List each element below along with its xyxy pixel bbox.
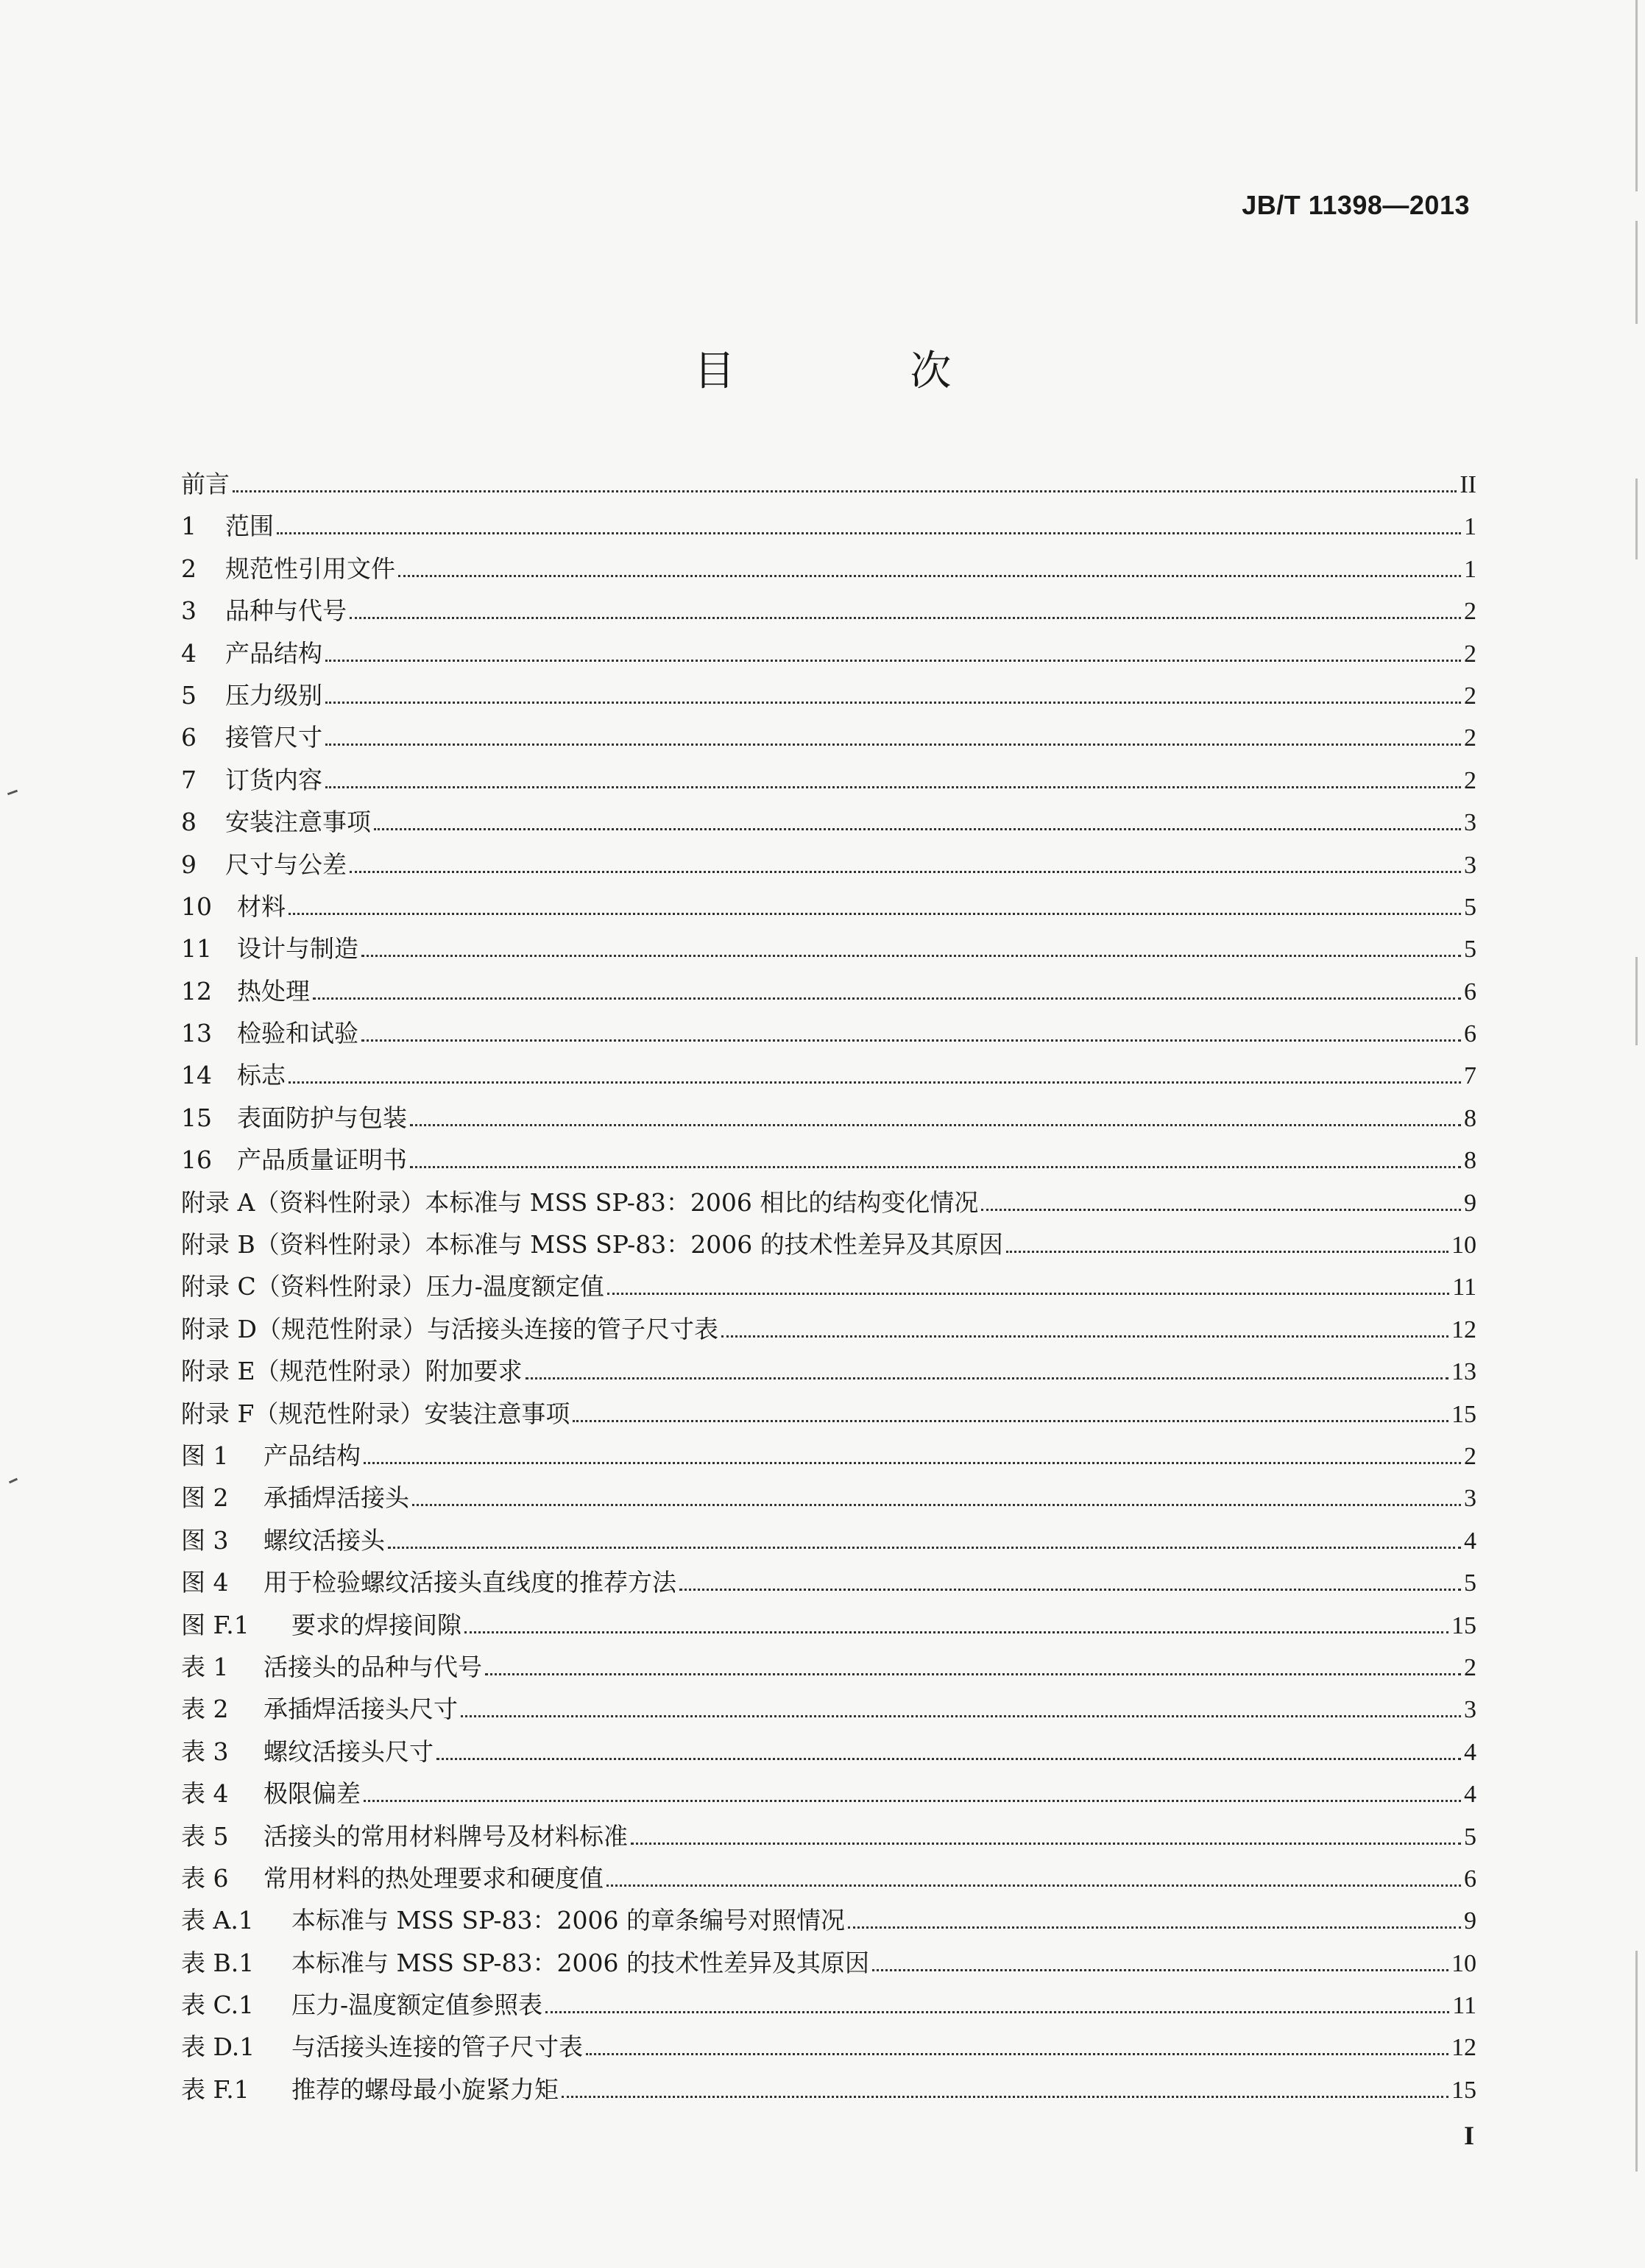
toc-leader-dots xyxy=(325,727,1461,746)
toc-entry[interactable] xyxy=(181,1226,1476,1268)
toc-entry-number: 9 xyxy=(181,849,197,879)
toc-entry-page: 2 xyxy=(1464,724,1476,752)
toc-entry-page: 5 xyxy=(1464,893,1476,921)
standard-code: JB/T 11398—2013 xyxy=(1242,190,1470,220)
toc-leader-dots xyxy=(461,1698,1461,1718)
toc-leader-dots xyxy=(325,769,1461,788)
toc-leader-dots xyxy=(374,810,1461,830)
toc-entry-label: 用于检验螺纹活接头直线度的推荐方法 xyxy=(263,1568,676,1597)
toc-entry-number: 16 xyxy=(181,1145,212,1175)
toc-entry-number: 7 xyxy=(181,765,197,794)
toc-entry[interactable] xyxy=(181,592,1476,634)
toc-leader-dots xyxy=(631,1825,1461,1845)
toc-entry-page: 8 xyxy=(1464,1147,1476,1175)
toc-entry-page: 10 xyxy=(1451,1232,1476,1260)
toc-entry[interactable] xyxy=(181,846,1476,888)
toc-entry-number: 表 6 xyxy=(181,1863,229,1893)
toc-entry-page: 5 xyxy=(1464,1823,1476,1851)
toc-entry-page: 15 xyxy=(1451,2076,1476,2104)
toc-entry-label: 与活接头连接的管子尺寸表 xyxy=(291,2032,583,2062)
page-title: 目 次 xyxy=(693,347,1033,395)
toc-entry-label: 本标准与 MSS SP-83：2006 的章条编号对照情况 xyxy=(291,1906,846,1935)
toc-entry[interactable] xyxy=(181,1310,1476,1352)
toc-leader-dots xyxy=(485,1656,1461,1675)
toc-leader-dots xyxy=(412,1487,1461,1507)
toc-entry[interactable] xyxy=(181,1690,1476,1732)
toc-entry-page: 3 xyxy=(1464,809,1476,837)
toc-leader-dots xyxy=(410,1149,1461,1169)
toc-entry-label: 螺纹活接头 xyxy=(263,1525,385,1555)
toc-entry[interactable] xyxy=(181,1817,1476,1859)
toc-entry-page: 10 xyxy=(1451,1949,1476,1977)
toc-entry-number: 图 2 xyxy=(181,1483,229,1513)
toc-entry[interactable] xyxy=(181,1141,1476,1183)
page-number: I xyxy=(1463,2121,1474,2150)
toc-leader-dots xyxy=(526,1360,1448,1379)
toc-entry-label: 前言 xyxy=(181,470,230,498)
toc-entry-label: 附录 C（资料性附录）压力-温度额定值 xyxy=(181,1272,604,1301)
toc-entry-number: 4 xyxy=(181,638,197,668)
toc-entry-page: 9 xyxy=(1464,1189,1476,1217)
toc-entry-label: 活接头的常用材料牌号及材料标准 xyxy=(263,1821,628,1851)
toc-entry-page: 1 xyxy=(1464,513,1476,541)
toc-entry-page: 2 xyxy=(1464,766,1476,794)
toc-entry-page: 11 xyxy=(1452,1992,1476,2020)
toc-entry-number: 表 3 xyxy=(181,1737,229,1766)
toc-entry[interactable] xyxy=(181,1733,1476,1775)
toc-leader-dots xyxy=(606,1867,1461,1887)
toc-entry[interactable] xyxy=(181,635,1476,676)
toc-entry[interactable] xyxy=(181,676,1476,718)
toc-entry-label: 范围 xyxy=(225,512,274,541)
toc-entry-label: 螺纹活接头尺寸 xyxy=(263,1737,434,1766)
toc-entry[interactable] xyxy=(181,550,1476,592)
toc-entry[interactable] xyxy=(181,1099,1476,1141)
toc-leader-dots xyxy=(679,1571,1461,1591)
toc-entry-page: 1 xyxy=(1464,555,1476,583)
toc-entry-label: 订货内容 xyxy=(225,765,322,794)
toc-entry-label: 检验和试验 xyxy=(237,1019,358,1048)
toc-entry-label: 设计与制造 xyxy=(237,934,358,964)
toc-entry-page: 2 xyxy=(1464,1442,1476,1470)
toc-entry[interactable] xyxy=(181,761,1476,803)
toc-entry-number: 14 xyxy=(181,1061,212,1090)
toc-leader-dots xyxy=(313,980,1461,1000)
toc-entry-number: 2 xyxy=(181,554,197,583)
toc-entry[interactable] xyxy=(181,1901,1476,1943)
toc-entry-number: 表 C.1 xyxy=(181,1990,255,2020)
toc-entry-label: 附录 B（资料性附录）本标准与 MSS SP-83：2006 的技术性差异及其原因 xyxy=(181,1230,1003,1260)
toc-leader-dots xyxy=(562,2078,1448,2098)
toc-entry-number: 1 xyxy=(181,512,197,541)
toc-entry-label: 承插焊活接头 xyxy=(263,1483,409,1513)
toc-entry[interactable] xyxy=(181,888,1476,930)
toc-entry[interactable] xyxy=(181,972,1476,1014)
toc-leader-dots xyxy=(361,1022,1461,1042)
toc-entry-label: 压力级别 xyxy=(225,680,322,710)
toc-entry[interactable] xyxy=(181,1564,1476,1605)
toc-entry[interactable] xyxy=(181,465,1476,507)
toc-leader-dots xyxy=(721,1318,1448,1338)
toc-entry-label: 产品结构 xyxy=(263,1441,361,1470)
toc-entry-page: 9 xyxy=(1464,1907,1476,1935)
toc-leader-dots xyxy=(436,1740,1461,1760)
toc-entry-label: 接管尺寸 xyxy=(225,723,322,752)
toc-entry-page: 4 xyxy=(1464,1527,1476,1555)
toc-leader-dots xyxy=(350,853,1461,873)
toc-entry-number: 图 F.1 xyxy=(181,1610,250,1639)
page-edge xyxy=(1635,478,1638,559)
toc-entry[interactable] xyxy=(181,1014,1476,1056)
toc-entry-number: 表 2 xyxy=(181,1695,229,1724)
toc-entry-page: 12 xyxy=(1451,1315,1476,1343)
toc-entry-label: 产品质量证明书 xyxy=(237,1145,407,1175)
toc-entry[interactable] xyxy=(181,2071,1476,2113)
toc-entry-number: 6 xyxy=(181,723,197,752)
toc-entry[interactable] xyxy=(181,1352,1476,1394)
toc-entry-page: 7 xyxy=(1464,1062,1476,1090)
toc-leader-dots xyxy=(325,684,1461,704)
toc-entry-label: 材料 xyxy=(237,891,286,921)
toc-entry-label: 安装注意事项 xyxy=(225,808,371,837)
toc-entry-label: 表面防护与包装 xyxy=(237,1103,407,1132)
toc-entry-label: 推荐的螺母最小旋紧力矩 xyxy=(291,2074,559,2104)
toc-entry-page: 3 xyxy=(1464,1696,1476,1724)
toc-entry-number: 8 xyxy=(181,808,197,837)
toc-entry-page: 5 xyxy=(1464,936,1476,964)
toc-entry-page: 15 xyxy=(1451,1611,1476,1639)
toc-entry[interactable] xyxy=(181,1522,1476,1564)
toc-entry[interactable] xyxy=(181,1395,1476,1437)
toc-entry-page: II xyxy=(1460,471,1476,498)
toc-leader-dots xyxy=(350,599,1461,619)
toc-leader-dots xyxy=(233,473,1457,492)
toc-entry-label: 压力-温度额定值参照表 xyxy=(291,1990,543,2020)
toc-entry[interactable] xyxy=(181,930,1476,972)
toc-leader-dots xyxy=(388,1529,1461,1549)
toc-entry[interactable] xyxy=(181,1648,1476,1690)
toc-entry-number: 表 4 xyxy=(181,1779,229,1809)
toc-entry-page: 2 xyxy=(1464,640,1476,668)
toc-entry-label: 常用材料的热处理要求和硬度值 xyxy=(263,1863,604,1893)
toc-entry-page: 15 xyxy=(1451,1400,1476,1428)
toc-entry-label: 活接头的品种与代号 xyxy=(263,1652,482,1681)
toc-leader-dots xyxy=(398,557,1461,577)
toc-entry-number: 表 B.1 xyxy=(181,1948,255,1977)
toc-entry-label: 附录 D（规范性附录）与活接头连接的管子尺寸表 xyxy=(181,1314,718,1343)
toc-entry-number: 3 xyxy=(181,596,197,626)
toc-entry-label: 附录 E（规范性附录）附加要求 xyxy=(181,1357,523,1386)
toc-entry-page: 2 xyxy=(1464,1653,1476,1681)
toc-entry-page: 3 xyxy=(1464,1485,1476,1513)
toc-entry-page: 11 xyxy=(1452,1273,1476,1301)
toc-entry[interactable] xyxy=(181,1775,1476,1817)
toc-entry-page: 2 xyxy=(1464,682,1476,710)
toc-entry[interactable] xyxy=(181,1437,1476,1479)
toc-leader-dots xyxy=(361,938,1461,958)
toc-entry[interactable] xyxy=(181,1479,1476,1521)
toc-leader-dots xyxy=(277,515,1461,535)
toc-entry-label: 标志 xyxy=(237,1061,286,1090)
toc-entry-number: 15 xyxy=(181,1103,212,1132)
toc-entry[interactable] xyxy=(181,1056,1476,1098)
toc-entry-page: 13 xyxy=(1451,1358,1476,1386)
toc-entry-page: 2 xyxy=(1464,598,1476,626)
toc-entry[interactable] xyxy=(181,803,1476,845)
toc-entry-page: 6 xyxy=(1464,1865,1476,1893)
toc-leader-dots xyxy=(289,895,1461,915)
toc-leader-dots xyxy=(1006,1233,1448,1253)
toc-entry-label: 要求的焊接间隙 xyxy=(291,1610,461,1639)
toc-entry-number: 表 D.1 xyxy=(181,2032,255,2062)
toc-entry-page: 5 xyxy=(1464,1569,1476,1597)
toc-leader-dots xyxy=(410,1106,1461,1126)
toc-entry-label: 规范性引用文件 xyxy=(225,554,395,583)
toc-entry-label: 承插焊活接头尺寸 xyxy=(263,1695,458,1724)
toc-leader-dots xyxy=(586,2036,1448,2056)
toc-entry-number: 表 A.1 xyxy=(181,1906,254,1935)
toc-entry[interactable] xyxy=(181,718,1476,760)
toc-entry[interactable] xyxy=(181,2028,1476,2070)
toc-entry-number: 10 xyxy=(181,891,212,921)
toc-entry[interactable] xyxy=(181,1268,1476,1310)
toc-entry-number: 图 1 xyxy=(181,1441,229,1470)
toc-entry-label: 附录 F（规范性附录）安装注意事项 xyxy=(181,1399,570,1428)
toc-entry-label: 产品结构 xyxy=(225,638,322,668)
toc-leader-dots xyxy=(325,642,1461,662)
toc-entry-label: 尺寸与公差 xyxy=(225,849,347,879)
toc-entry-number: 11 xyxy=(181,934,212,964)
toc-entry[interactable] xyxy=(181,1859,1476,1901)
toc-entry-page: 12 xyxy=(1451,2034,1476,2062)
toc-leader-dots xyxy=(872,1951,1448,1971)
toc-entry-page: 4 xyxy=(1464,1781,1476,1809)
toc-entry[interactable] xyxy=(181,1944,1476,1986)
toc-entry-label: 品种与代号 xyxy=(225,596,347,626)
toc-entry-number: 12 xyxy=(181,976,212,1006)
page-edge xyxy=(1635,1951,1638,2172)
toc-leader-dots xyxy=(573,1402,1448,1422)
page-edge xyxy=(1635,0,1638,191)
toc-entry-label: 附录 A（资料性附录）本标准与 MSS SP-83：2006 相比的结构变化情况 xyxy=(181,1187,979,1217)
table-of-contents xyxy=(181,465,1476,2113)
toc-entry[interactable] xyxy=(181,1184,1476,1226)
toc-entry[interactable] xyxy=(181,507,1476,549)
toc-entry-page: 3 xyxy=(1464,851,1476,879)
toc-entry-number: 表 F.1 xyxy=(181,2074,250,2104)
toc-entry-number: 表 1 xyxy=(181,1652,229,1681)
toc-leader-dots xyxy=(364,1444,1461,1464)
toc-entry-page: 6 xyxy=(1464,978,1476,1006)
toc-leader-dots xyxy=(464,1614,1448,1633)
toc-entry-label: 热处理 xyxy=(237,976,310,1006)
toc-leader-dots xyxy=(981,1191,1461,1211)
toc-leader-dots xyxy=(848,1910,1461,1929)
toc-leader-dots xyxy=(364,1782,1461,1802)
toc-entry-label: 极限偏差 xyxy=(263,1779,361,1809)
scan-mark xyxy=(9,1478,18,1484)
toc-entry-number: 表 5 xyxy=(181,1821,229,1851)
toc-leader-dots xyxy=(607,1276,1449,1296)
toc-leader-dots xyxy=(545,1993,1449,2013)
page-edge xyxy=(1635,957,1638,1045)
toc-entry-page: 8 xyxy=(1464,1104,1476,1132)
toc-leader-dots xyxy=(289,1064,1461,1084)
toc-entry[interactable] xyxy=(181,1986,1476,2028)
toc-entry-page: 6 xyxy=(1464,1020,1476,1048)
toc-entry-number: 5 xyxy=(181,680,197,710)
toc-entry-number: 13 xyxy=(181,1019,212,1048)
toc-entry-label: 本标准与 MSS SP-83：2006 的技术性差异及其原因 xyxy=(291,1948,870,1977)
toc-entry-number: 图 4 xyxy=(181,1568,229,1597)
page-edge xyxy=(1635,221,1638,324)
toc-entry-number: 图 3 xyxy=(181,1525,229,1555)
toc-entry[interactable] xyxy=(181,1606,1476,1648)
toc-entry-page: 4 xyxy=(1464,1738,1476,1766)
scan-mark xyxy=(7,790,18,796)
